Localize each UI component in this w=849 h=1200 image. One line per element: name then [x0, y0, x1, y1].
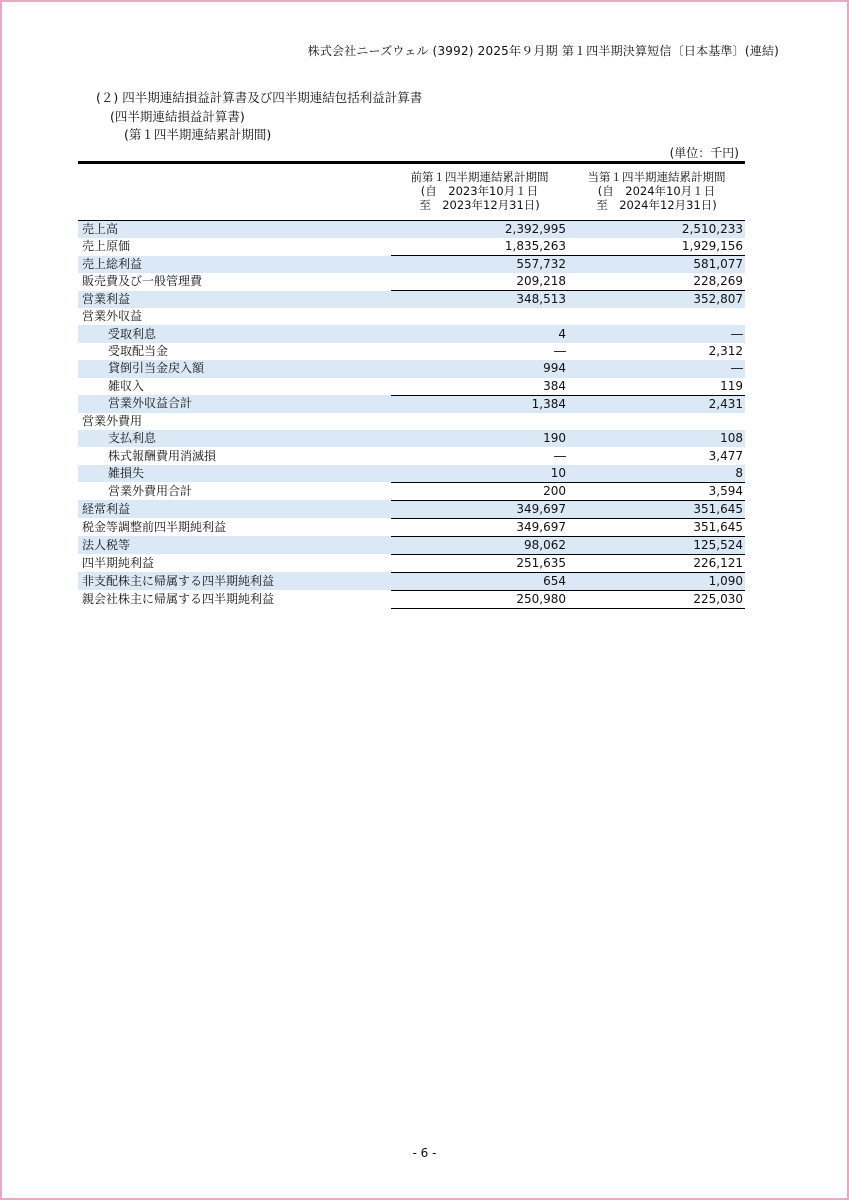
curr-value: 228,269: [568, 273, 745, 291]
prev-value: 994: [391, 360, 568, 377]
row-label: 売上原価: [82, 239, 131, 254]
curr-value: 226,121: [568, 554, 745, 572]
curr-value: 581,077: [568, 256, 745, 274]
unit-label: (単位：千円): [669, 146, 739, 160]
curr-period-to: 至 2024年12月31日): [596, 198, 717, 212]
table-row: [78, 238, 745, 256]
row-label: 経常利益: [78, 500, 391, 518]
curr-value: 8: [568, 465, 745, 483]
prev-value: 349,697: [391, 518, 568, 536]
row-label: 雑損失: [78, 465, 391, 483]
prev-value: ―: [554, 448, 566, 463]
table-row: [78, 378, 745, 396]
prev-value: 1,835,263: [391, 238, 568, 256]
table-header-row: [78, 163, 745, 221]
prev-value: 384: [391, 378, 568, 396]
table-row: [78, 465, 745, 483]
curr-value: 108: [568, 430, 745, 447]
row-label: 非支配株主に帰属する四半期純利益: [78, 572, 391, 590]
table-row: [78, 256, 745, 274]
row-label: 貸倒引当金戻入額: [78, 360, 391, 377]
prev-period-title: 前第１四半期連結累計期間: [410, 170, 549, 184]
prev-value: 348,513: [391, 291, 568, 309]
curr-value: [568, 413, 745, 430]
table-row: [78, 536, 745, 554]
row-label: 販売費及び一般管理費: [82, 274, 203, 289]
curr-value: 352,807: [568, 291, 745, 309]
prev-value: [391, 413, 568, 430]
row-label: 営業外費用: [82, 413, 143, 428]
row-label: 四半期純利益: [82, 555, 155, 570]
row-label: 売上高: [78, 221, 391, 239]
table-row: [78, 572, 745, 590]
row-label: 営業利益: [78, 291, 391, 309]
prev-value: 349,697: [391, 500, 568, 518]
table-row: [78, 590, 745, 608]
table-row: [78, 308, 745, 325]
prev-value: 200: [391, 482, 568, 500]
prev-value: 209,218: [391, 273, 568, 291]
table-row: [78, 291, 745, 309]
row-label: 営業外収益合計: [78, 395, 391, 413]
curr-period-header: [568, 163, 745, 221]
page-number: - 6 -: [412, 1146, 437, 1160]
curr-period-title: 当第１四半期連結累計期間: [587, 170, 726, 184]
prev-value: 190: [391, 430, 568, 447]
prev-period-header: [391, 163, 568, 221]
prev-value: ―: [554, 343, 566, 358]
curr-value: 125,524: [568, 536, 745, 554]
prev-value: 4: [391, 325, 568, 342]
row-label: 親会社株主に帰属する四半期純利益: [82, 591, 275, 606]
prev-value: 557,732: [391, 256, 568, 274]
row-label: 営業外費用合計: [108, 483, 193, 498]
prev-value: 1,384: [391, 395, 568, 413]
table-row: [78, 518, 745, 536]
row-label: 株式報酬費用消滅損: [108, 448, 217, 463]
curr-value: ―: [568, 325, 745, 342]
curr-value: 351,645: [568, 518, 745, 536]
curr-value: 2,431: [568, 395, 745, 413]
curr-value: ―: [568, 360, 745, 377]
table-row: [78, 500, 745, 518]
curr-value: 2,312: [708, 343, 743, 358]
curr-value: 3,477: [708, 448, 743, 463]
curr-value: 225,030: [568, 590, 745, 608]
prev-value: [391, 308, 568, 325]
curr-value: 2,510,233: [568, 221, 745, 239]
prev-period-from: (自 2023年10月１日: [420, 184, 539, 198]
row-label: 売上総利益: [78, 256, 391, 274]
prev-value: 2,392,995: [391, 221, 568, 239]
prev-value: 98,062: [391, 536, 568, 554]
period-title: (第１四半期連結累計期間): [124, 127, 272, 142]
curr-value: 1,090: [568, 572, 745, 590]
table-row: [78, 395, 745, 413]
table-row: [78, 430, 745, 447]
section-title: (２) 四半期連結損益計算書及び四半期連結包括利益計算書: [96, 90, 423, 105]
table-row: [78, 482, 745, 500]
curr-period-from: (自 2024年10月１日: [597, 184, 716, 198]
prev-period-to: 至 2023年12月31日): [419, 198, 540, 212]
table-row: [78, 221, 745, 239]
document-header: 株式会社ニーズウェル (3992) 2025年９月期 第１四半期決算短信〔日本基準〕(連結): [307, 44, 779, 58]
curr-value: 3,594: [568, 482, 745, 500]
row-label: 雑収入: [108, 378, 145, 393]
row-label: 税金等調整前四半期純利益: [82, 519, 227, 534]
prev-value: 250,980: [391, 590, 568, 608]
curr-value: 351,645: [568, 500, 745, 518]
row-label: 受取配当金: [108, 343, 169, 358]
curr-value: 1,929,156: [568, 238, 745, 256]
header-label-cell: [78, 163, 391, 221]
row-label: 受取利息: [78, 325, 391, 342]
row-label: 支払利息: [78, 430, 391, 447]
prev-value: 654: [391, 572, 568, 590]
prev-value: 10: [391, 465, 568, 483]
row-label: 営業外収益: [82, 309, 143, 324]
table-row: [78, 554, 745, 572]
table-row: [78, 273, 745, 291]
table-row: [78, 447, 745, 464]
table-row: [78, 360, 745, 377]
row-label: 法人税等: [78, 536, 391, 554]
prev-value: 251,635: [391, 554, 568, 572]
statement-subtitle: (四半期連結損益計算書): [110, 109, 245, 124]
curr-value: 119: [568, 378, 745, 396]
table-row: [78, 325, 745, 342]
income-statement-table: [78, 161, 745, 609]
curr-value: [568, 308, 745, 325]
table-row: [78, 343, 745, 360]
table-row: [78, 413, 745, 430]
